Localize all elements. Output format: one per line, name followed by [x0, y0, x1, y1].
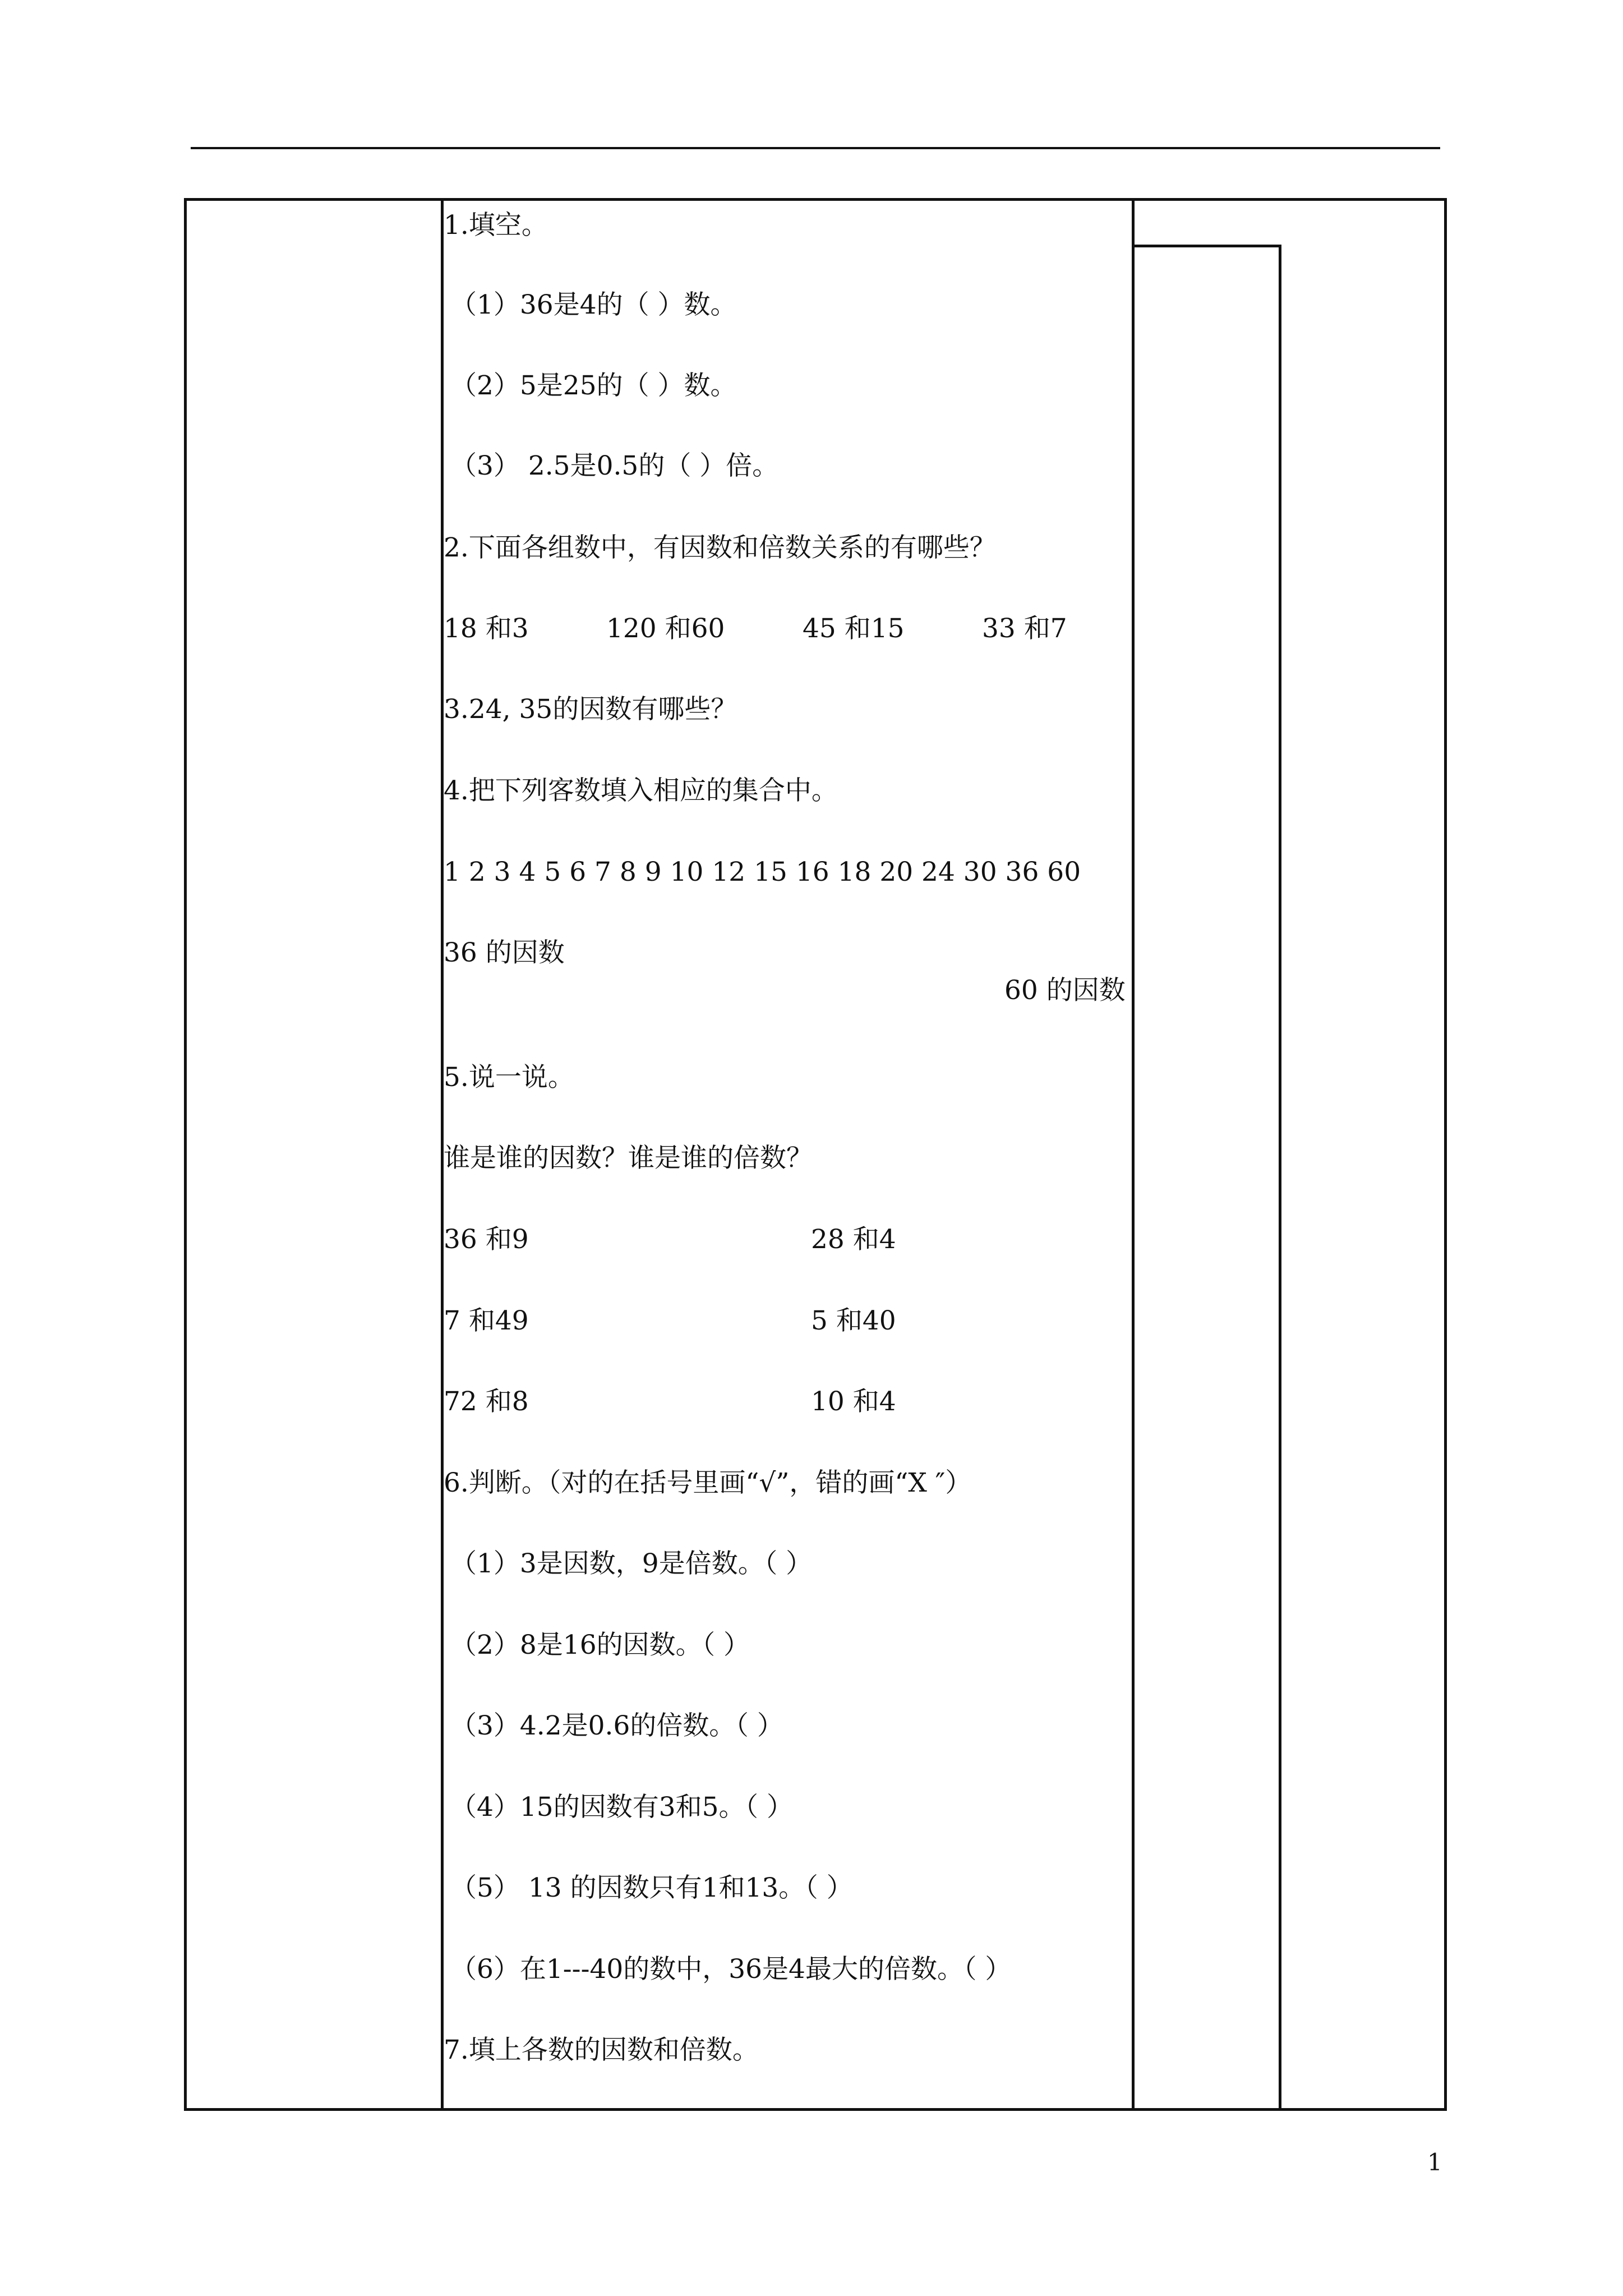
q2-title: 2.下面各组数中，有因数和倍数关系的有哪些？ — [444, 532, 996, 563]
q1-item-3: （3） 2.5是0.5的（ ）倍。 — [450, 450, 779, 481]
q2-pair: 33 和7 — [982, 613, 1067, 644]
page-number: 1 — [1427, 2148, 1442, 2176]
q5-pair: 28 和4 — [811, 1224, 896, 1255]
left-column — [187, 201, 444, 2108]
q5-pair: 36 和9 — [444, 1224, 529, 1255]
exercise-column — [444, 201, 1135, 2108]
q1-title: 1.填空。 — [444, 210, 548, 241]
q5-pair: 72 和8 — [444, 1386, 529, 1417]
notes-column — [1135, 201, 1444, 2108]
q6-item: （1）3是因数，9是倍数。（ ） — [450, 1548, 813, 1579]
q4-set-36-factors: 36 的因数 — [444, 937, 565, 968]
q6-item: （5） 13 的因数只有1和13。（ ） — [450, 1872, 853, 1903]
q6-item: （2）8是16的因数。（ ） — [450, 1630, 750, 1660]
q5-title: 5.说一说。 — [444, 1062, 574, 1093]
q5-pair: 10 和4 — [811, 1386, 896, 1417]
q2-pair: 120 和60 — [606, 613, 725, 644]
q6-title: 6.判断。（对的在括号里画“√”，错的画“X ″） — [444, 1467, 972, 1498]
notes-inner-box — [1135, 245, 1281, 2108]
q7-title: 7.填上各数的因数和倍数。 — [444, 2035, 759, 2065]
q2-pair: 18 和3 — [444, 613, 529, 644]
q4-title: 4.把下列客数填入相应的集合中。 — [444, 775, 838, 806]
q3-title: 3.24, 35的因数有哪些？ — [444, 694, 737, 725]
q2-pairs-row — [444, 612, 1128, 646]
q1-item-1: （1）36是4的（ ）数。 — [450, 289, 737, 320]
q5-prompt: 谁是谁的因数？谁是谁的倍数？ — [444, 1143, 813, 1174]
q4-set-60-factors: 60 的因数 — [1004, 975, 1126, 1006]
q5-pair: 5 和40 — [811, 1305, 896, 1336]
q6-item: （6）在1---40的数中，36是4最大的倍数。（ ） — [450, 1954, 1012, 1985]
q4-number-list: 1 2 3 4 5 6 7 8 9 10 12 15 16 18 20 24 30 36 60 — [444, 857, 1081, 887]
q6-item: （3）4.2是0.6的倍数。（ ） — [450, 1710, 783, 1741]
header-rule — [191, 147, 1440, 149]
q2-pair: 45 和15 — [803, 613, 905, 644]
q6-item: （4）15的因数有3和5。（ ） — [450, 1792, 793, 1823]
exercise-table — [184, 198, 1447, 2111]
q5-pair: 7 和49 — [444, 1305, 529, 1336]
q1-item-2: （2）5是25的（ ）数。 — [450, 370, 737, 401]
